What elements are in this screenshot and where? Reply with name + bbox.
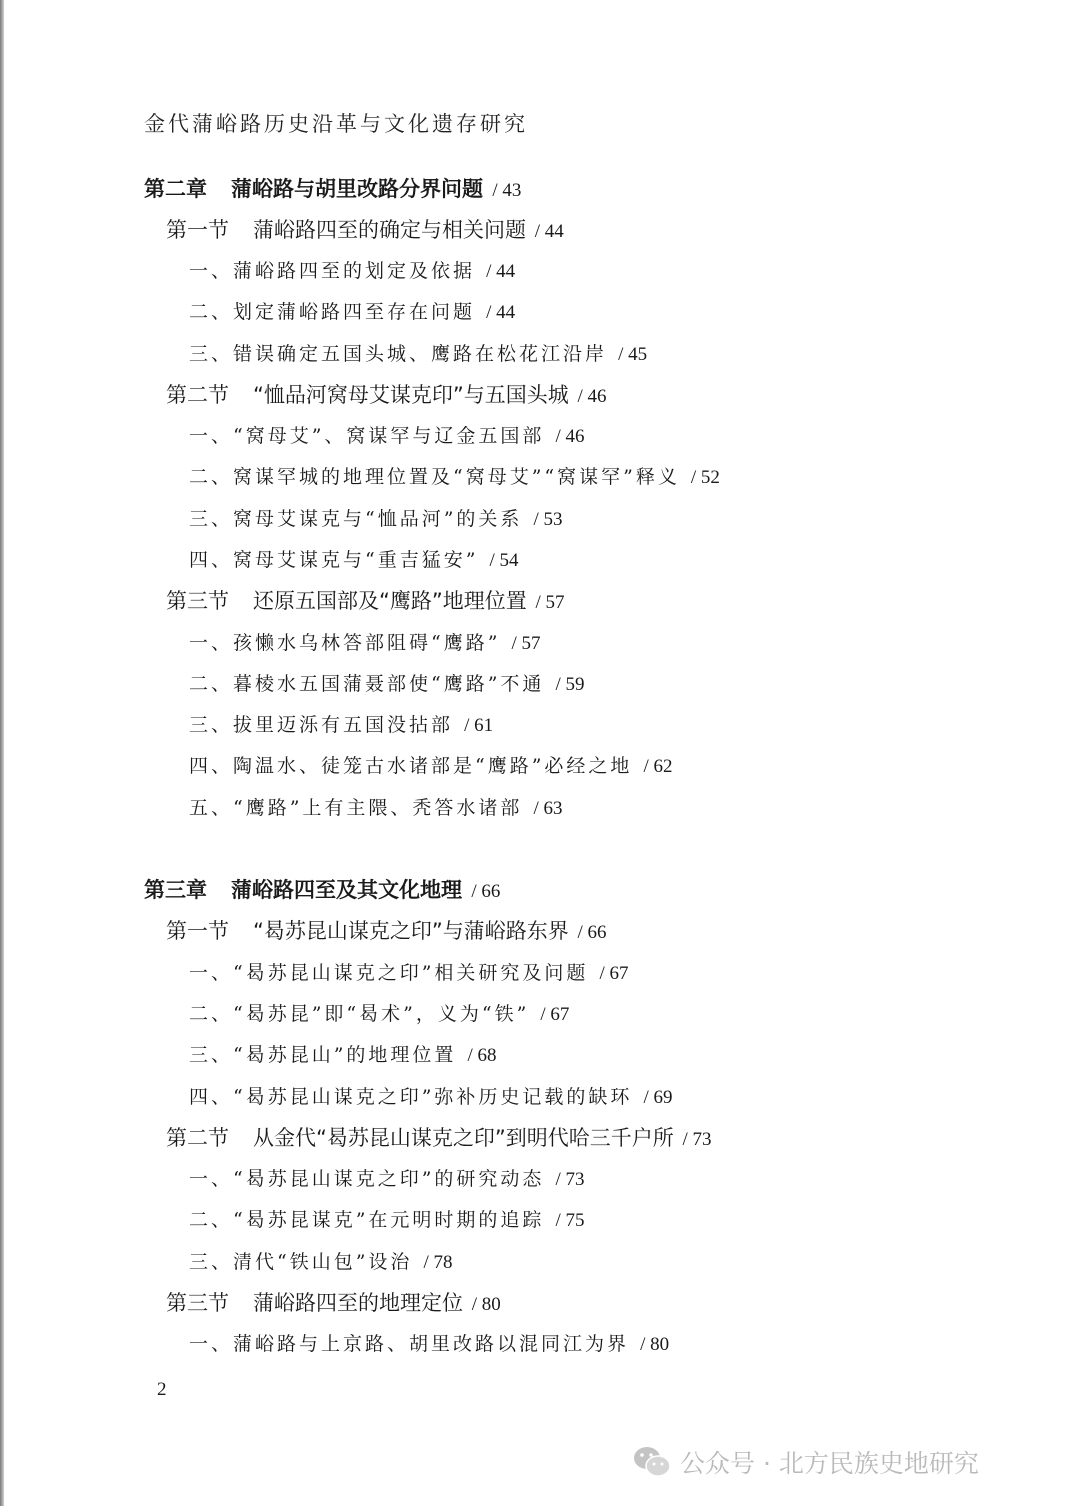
toc-page-ref: / 57 xyxy=(511,633,541,654)
toc-page-ref: / 66 xyxy=(577,922,607,943)
toc-page-ref: / 73 xyxy=(682,1129,712,1150)
toc-item-title: 三、“曷苏昆山”的地理位置 xyxy=(189,1044,457,1066)
toc-page-ref: / 67 xyxy=(599,963,629,984)
toc-section-title: 蒲峪路四至的地理定位 xyxy=(253,1291,463,1315)
toc-item xyxy=(189,1164,585,1195)
toc-item xyxy=(189,1329,669,1360)
toc-page-ref: / 67 xyxy=(540,1004,570,1025)
toc-section-title: 蒲峪路四至的确定与相关问题 xyxy=(253,218,526,242)
toc-chapter-title: 蒲峪路与胡里改路分界问题 xyxy=(231,177,483,201)
toc-page-ref: / 63 xyxy=(533,798,563,819)
toc-section-number: 第三节 xyxy=(166,1291,229,1315)
toc-item xyxy=(189,793,563,824)
toc-item xyxy=(189,1040,497,1071)
toc-item-title: 一、“窝母艾”、窝谋罕与辽金五国部 xyxy=(189,425,545,447)
toc-chapter xyxy=(144,174,521,206)
toc-item xyxy=(189,421,585,452)
toc-chapter xyxy=(144,875,500,907)
toc-page-ref: / 59 xyxy=(555,674,585,695)
toc-page-ref: / 45 xyxy=(618,344,648,365)
toc-item xyxy=(189,710,493,741)
toc-section-number: 第一节 xyxy=(166,919,229,943)
toc-section-number: 第一节 xyxy=(166,218,229,242)
toc-page-ref: / 68 xyxy=(467,1045,497,1066)
toc-item-title: 三、窝母艾谋克与“恤品河”的关系 xyxy=(189,508,523,530)
toc-item-title: 三、错误确定五国头城、鹰路在松花江沿岸 xyxy=(189,343,608,365)
toc-page-ref: / 61 xyxy=(464,715,494,736)
watermark-text: 公众号 · 北方民族史地研究 xyxy=(680,1449,979,1478)
toc-page-ref: / 73 xyxy=(555,1169,585,1190)
watermark xyxy=(632,1444,979,1480)
toc-item xyxy=(189,628,541,659)
toc-item-title: 一、“曷苏昆山谋克之印”的研究动态 xyxy=(189,1168,545,1190)
toc-page-ref: / 46 xyxy=(577,386,607,407)
toc-item-title: 一、“曷苏昆山谋克之印”相关研究及问题 xyxy=(189,962,589,984)
toc-item xyxy=(189,297,515,328)
toc-item-title: 二、窝谋罕城的地理位置及“窝母艾”“窝谋罕”释义 xyxy=(189,466,680,488)
toc-chapter-number: 第三章 xyxy=(144,878,207,902)
toc-chapter-title: 蒲峪路四至及其文化地理 xyxy=(231,878,462,902)
toc-page-ref: / 69 xyxy=(643,1087,673,1108)
toc-section-number: 第三节 xyxy=(166,589,229,613)
wechat-icon xyxy=(632,1444,672,1480)
toc-page-ref: / 75 xyxy=(555,1210,585,1231)
toc-section xyxy=(166,586,564,618)
toc-item-title: 二、“曷苏昆谋克”在元明时期的追踪 xyxy=(189,1209,545,1231)
toc-chapter-number: 第二章 xyxy=(144,177,207,201)
toc-item-title: 一、蒲峪路与上京路、胡里改路以混同江为界 xyxy=(189,1333,630,1355)
toc-section-number: 第二节 xyxy=(166,1126,229,1150)
toc-page-ref: / 80 xyxy=(471,1294,501,1315)
toc-page-ref: / 54 xyxy=(489,550,519,571)
toc-section xyxy=(166,1123,711,1155)
toc-item-title: 五、“鹰路”上有主隈、秃答水诸部 xyxy=(189,797,523,819)
toc-item-title: 一、蒲峪路四至的划定及依据 xyxy=(189,260,476,282)
toc-item xyxy=(189,999,569,1030)
toc-page-ref: / 46 xyxy=(555,426,585,447)
toc-page-ref: / 44 xyxy=(486,261,516,282)
toc-section xyxy=(166,1288,501,1320)
toc-section xyxy=(166,380,606,412)
toc-section-title: “恤品河窝母艾谋克印”与五国头城 xyxy=(253,383,569,407)
toc-item-title: 二、暮棱水五国蒲聂部使“鹰路”不通 xyxy=(189,673,545,695)
toc-page-ref: / 44 xyxy=(486,302,516,323)
toc-item xyxy=(189,958,629,989)
toc-item xyxy=(189,504,563,535)
toc-section xyxy=(166,916,606,948)
toc-page-ref: / 52 xyxy=(690,467,720,488)
toc-page-ref: / 57 xyxy=(535,592,565,613)
toc-item xyxy=(189,669,585,700)
toc-page-ref: / 53 xyxy=(533,509,563,530)
toc-page-ref: / 78 xyxy=(423,1252,453,1273)
toc-section-title: 还原五国部及“鹰路”地理位置 xyxy=(253,589,527,613)
toc-item-title: 三、拔里迈泺有五国没拈部 xyxy=(189,714,454,736)
page-edge-shadow xyxy=(0,0,4,1506)
toc-item xyxy=(189,462,720,493)
toc-item-title: 二、划定蒲峪路四至存在问题 xyxy=(189,301,476,323)
toc-item-title: 三、清代“铁山包”设治 xyxy=(189,1251,413,1273)
toc-item-title: 二、“曷苏昆”即“曷术”，义为“铁” xyxy=(189,1003,530,1025)
toc-section-title: “曷苏昆山谋克之印”与蒲峪路东界 xyxy=(253,919,569,943)
toc-page-ref: / 66 xyxy=(471,881,501,902)
toc-item xyxy=(189,1082,673,1113)
running-head: 金代蒲峪路历史沿革与文化遗存研究 xyxy=(144,112,528,136)
toc-item xyxy=(189,751,673,782)
toc-item xyxy=(189,256,515,287)
toc-section xyxy=(166,215,564,247)
toc-item-title: 四、窝母艾谋克与“重吉猛安” xyxy=(189,549,479,571)
toc-item xyxy=(189,339,647,370)
toc-item xyxy=(189,545,519,576)
toc-page-ref: / 43 xyxy=(492,180,522,201)
toc-page-ref: / 80 xyxy=(640,1334,670,1355)
toc-section-title: 从金代“曷苏昆山谋克之印”到明代哈三千户所 xyxy=(253,1126,674,1150)
toc-item xyxy=(189,1247,453,1278)
toc-item-title: 四、陶温水、徒笼古水诸部是“鹰路”必经之地 xyxy=(189,755,633,777)
toc-page-ref: / 62 xyxy=(643,756,673,777)
toc-section-number: 第二节 xyxy=(166,383,229,407)
toc-item-title: 一、孩懒水乌林答部阻碍“鹰路” xyxy=(189,632,501,654)
toc-item xyxy=(189,1205,585,1236)
toc-page-ref: / 44 xyxy=(534,221,564,242)
toc-item-title: 四、“曷苏昆山谋克之印”弥补历史记载的缺环 xyxy=(189,1086,633,1108)
page-number: 2 xyxy=(157,1379,167,1400)
